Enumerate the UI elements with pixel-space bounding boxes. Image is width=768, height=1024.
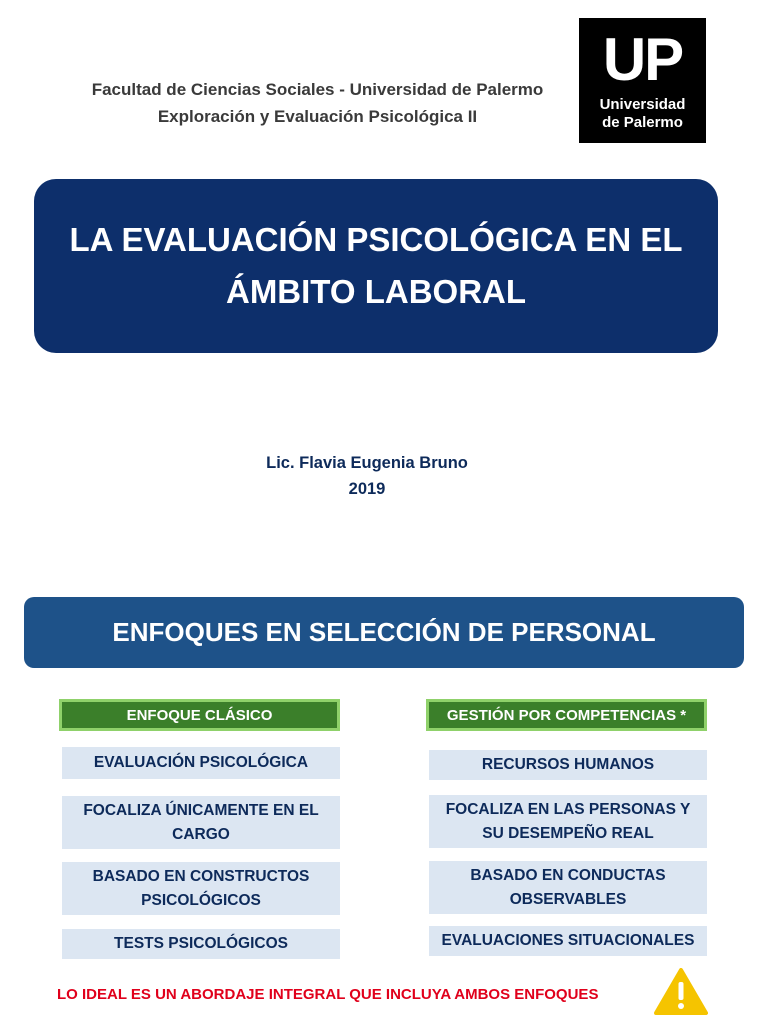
- author-block: [0, 450, 734, 502]
- title-banner: [34, 179, 718, 353]
- left-item-3: BASADO EN CONSTRUCTOS PSICOLÓGICOS: [62, 862, 340, 915]
- left-column-header: ENFOQUE CLÁSICO: [59, 699, 340, 731]
- faculty-line: Facultad de Ciencias Sociales - Universidad de Palermo: [91, 80, 544, 99]
- university-logo: [579, 18, 706, 143]
- right-item-3: BASADO EN CONDUCTAS OBSERVABLES: [429, 861, 707, 914]
- title-line2: ÁMBITO LABORAL: [225, 273, 527, 310]
- course-line: Exploración y Evaluación Psicológica II: [157, 107, 478, 126]
- right-item-2: FOCALIZA EN LAS PERSONAS Y SU DESEMPEÑO REAL: [429, 795, 707, 848]
- logo-name-line2: de Palermo: [602, 114, 683, 131]
- section-heading-text: ENFOQUES EN SELECCIÓN DE PERSONAL: [112, 617, 656, 647]
- title-line1: LA EVALUACIÓN PSICOLÓGICA EN EL: [69, 221, 683, 258]
- left-item-2: FOCALIZA ÚNICAMENTE EN EL CARGO: [62, 796, 340, 849]
- logo-mark: UP: [602, 26, 683, 93]
- author-year: 2019: [348, 480, 386, 498]
- left-item-1: EVALUACIÓN PSICOLÓGICA: [62, 747, 340, 779]
- right-item-1: RECURSOS HUMANOS: [429, 750, 707, 780]
- warning-icon: [654, 968, 708, 1016]
- logo-name-line1: Universidad: [599, 96, 686, 113]
- section-heading: [24, 597, 744, 668]
- author-name: Lic. Flavia Eugenia Bruno: [266, 454, 468, 472]
- right-item-4: EVALUACIONES SITUACIONALES: [429, 926, 707, 956]
- faculty-header: [40, 76, 595, 130]
- right-column-header: GESTIÓN POR COMPETENCIAS *: [426, 699, 707, 731]
- left-item-4: TESTS PSICOLÓGICOS: [62, 929, 340, 959]
- footer-note: LO IDEAL ES UN ABORDAJE INTEGRAL QUE INCLUYA AMBOS ENFOQUES: [57, 986, 599, 1003]
